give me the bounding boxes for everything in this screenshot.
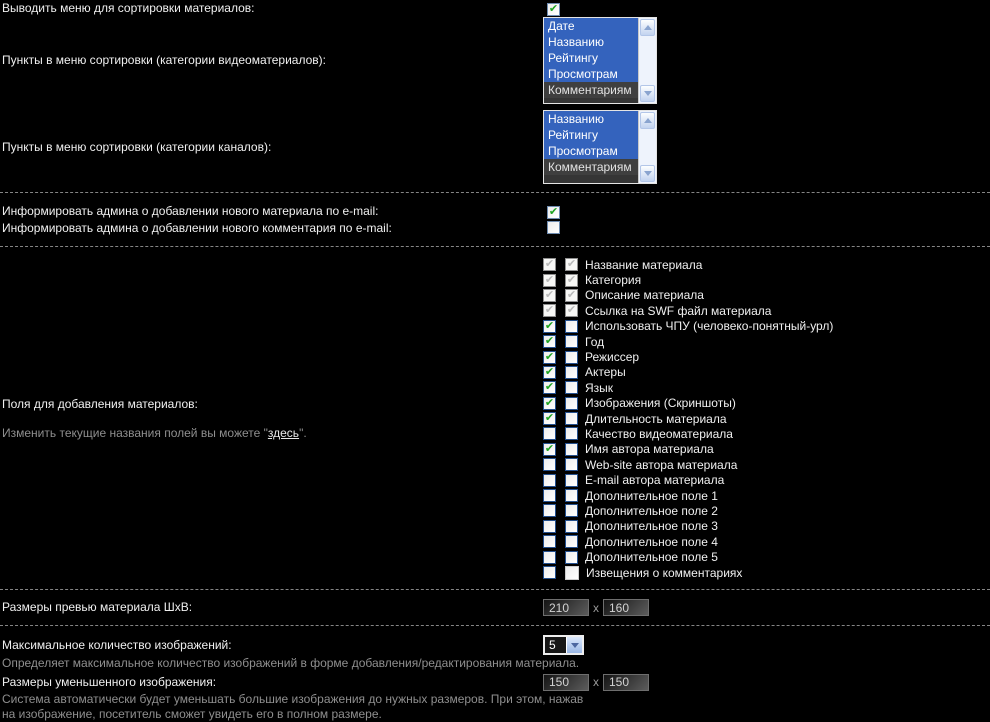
field-enabled-checkbox[interactable] [543, 520, 556, 533]
field-label: Качество видеоматериала [585, 426, 733, 441]
field-label: E-mail автора материала [585, 473, 725, 488]
field-enabled-checkbox[interactable]: ✔ [544, 381, 555, 394]
email-notify-section [0, 193, 990, 246]
edit-field-names-link[interactable]: здесь [267, 425, 300, 440]
field-row [543, 365, 990, 380]
field-row [543, 380, 990, 395]
field-required-checkbox[interactable] [565, 397, 578, 410]
field-enabled-checkbox[interactable]: ✔ [544, 412, 555, 425]
chevron-up-icon [644, 118, 652, 123]
field-row [543, 272, 990, 287]
field-required-checkbox: ✔ [566, 288, 577, 301]
preview-width-input[interactable] [543, 599, 589, 616]
channel-sort-listbox[interactable] [543, 110, 657, 184]
scroll-up-button[interactable] [640, 112, 655, 129]
thumb-size-label: Размеры уменьшенного изображения: [2, 674, 217, 689]
chevron-up-icon [644, 25, 652, 30]
field-label: Дополнительное поле 5 [585, 550, 718, 565]
field-required-checkbox: ✔ [566, 304, 577, 317]
field-label: Web-site автора материала [585, 457, 738, 472]
field-enabled-checkbox[interactable]: ✔ [544, 319, 555, 332]
listbox-option[interactable]: Дате [544, 18, 638, 34]
field-row [543, 426, 990, 441]
sort-menu-row [0, 0, 990, 16]
field-required-checkbox[interactable] [565, 427, 578, 440]
field-label: Длительность материала [585, 411, 727, 426]
max-images-row [0, 626, 990, 656]
field-row [543, 503, 990, 518]
field-required-checkbox: ✔ [566, 273, 577, 286]
field-enabled-checkbox[interactable]: ✔ [544, 335, 555, 348]
field-label: Дополнительное поле 3 [585, 519, 718, 534]
field-label: Использовать ЧПУ (человеко-понятный-урл) [585, 319, 834, 334]
field-enabled-checkbox[interactable]: ✔ [544, 365, 555, 378]
listbox-option[interactable]: Названию [544, 34, 638, 50]
video-sort-row [0, 17, 990, 104]
field-row [543, 257, 990, 272]
field-label: Актеры [585, 365, 626, 380]
preview-size-label: Размеры превью материала ШхВ: [2, 600, 193, 615]
field-row [543, 319, 990, 334]
field-enabled-checkbox[interactable] [543, 489, 556, 502]
video-sort-listbox[interactable] [543, 17, 657, 104]
field-required-checkbox[interactable] [565, 566, 579, 580]
listbox-option[interactable]: Рейтингу [544, 127, 638, 143]
thumb-height-input[interactable] [603, 674, 649, 691]
sort-menu-checkbox[interactable]: ✔ [548, 3, 559, 15]
field-enabled-checkbox[interactable] [543, 566, 556, 579]
field-required-checkbox[interactable] [565, 366, 578, 379]
channel-sort-scrollbar[interactable] [638, 111, 656, 183]
field-required-checkbox[interactable] [565, 489, 578, 502]
field-enabled-checkbox: ✔ [544, 258, 555, 271]
sort-menu-label: Выводить меню для сортировки материалов: [2, 1, 255, 15]
max-images-hint: Определяет максимальное количество изображений в форме добавления/редактирования материала. [2, 656, 580, 671]
listbox-option[interactable]: Просмотрам [544, 66, 638, 82]
listbox-option[interactable]: Просмотрам [544, 143, 638, 159]
preview-size-row [0, 590, 990, 625]
field-label: Извещения о комментариях [586, 565, 743, 580]
chevron-down-icon [571, 643, 579, 648]
field-row [543, 411, 990, 426]
listbox-option[interactable]: Рейтингу [544, 50, 638, 66]
field-row [543, 472, 990, 487]
field-label: Изображения (Скриншоты) [585, 396, 736, 411]
field-enabled-checkbox[interactable] [543, 551, 556, 564]
fields-title: Поля для добавления материалов: [2, 396, 198, 411]
fields-checkbox-list [543, 257, 990, 580]
field-required-checkbox[interactable] [565, 535, 578, 548]
listbox-option[interactable]: Названию [544, 111, 638, 127]
channel-sort-row [0, 110, 990, 184]
chevron-down-icon [644, 91, 652, 96]
fields-hint-suffix: ". [299, 425, 307, 440]
field-required-checkbox[interactable] [565, 351, 578, 364]
notify-comment-label: Информировать админа о добавлении нового комментария по e-mail: [2, 221, 392, 235]
field-enabled-checkbox[interactable] [543, 535, 556, 548]
field-required-checkbox[interactable] [565, 443, 578, 456]
thumb-size-hint-line2: на изображение, посетитель сможет увидеть его в полном размере. [2, 707, 382, 722]
field-enabled-checkbox: ✔ [544, 273, 555, 286]
thumb-size-hint-line1: Система автоматически будет уменьшать большие изображения до нужных размеров. При этом, нажав [2, 692, 584, 707]
listbox-option[interactable]: Комментариям [544, 82, 638, 98]
fields-section [0, 247, 990, 589]
field-row [543, 396, 990, 411]
field-enabled-checkbox[interactable]: ✔ [544, 350, 555, 363]
field-enabled-checkbox[interactable]: ✔ [544, 442, 555, 455]
field-enabled-checkbox: ✔ [544, 288, 555, 301]
field-enabled-checkbox[interactable] [543, 427, 556, 440]
field-required-checkbox[interactable] [565, 458, 578, 471]
fields-hint [0, 426, 543, 441]
field-label: Дополнительное поле 2 [585, 503, 718, 518]
field-row [543, 549, 990, 564]
scroll-down-button[interactable] [640, 85, 655, 102]
scroll-track[interactable] [639, 130, 656, 164]
field-required-checkbox[interactable] [565, 474, 578, 487]
thumb-size-row [0, 672, 990, 692]
select-dropdown-button[interactable] [566, 637, 582, 653]
field-row [543, 349, 990, 364]
field-label: Год [585, 334, 605, 349]
scroll-track[interactable] [639, 37, 656, 84]
channel-sort-label: Пункты в меню сортировки (категории каналов): [2, 139, 272, 154]
field-label: Режиссер [585, 350, 640, 365]
field-row [543, 288, 990, 303]
chevron-down-icon [644, 171, 652, 176]
field-label: Описание материала [585, 288, 704, 303]
field-required-checkbox[interactable] [565, 381, 578, 394]
field-row [543, 534, 990, 549]
notify-material-row [0, 203, 990, 220]
field-row [543, 457, 990, 472]
max-images-select[interactable] [543, 635, 584, 655]
field-row [543, 565, 990, 580]
listbox-option[interactable]: Комментариям [544, 159, 638, 175]
field-required-checkbox: ✔ [566, 258, 577, 271]
field-required-checkbox[interactable] [565, 335, 578, 348]
notify-material-label: Информировать админа о добавлении нового материала по e-mail: [2, 204, 379, 218]
field-required-checkbox[interactable] [565, 412, 578, 425]
notify-material-checkbox[interactable]: ✔ [548, 206, 559, 218]
thumb-width-input[interactable] [543, 674, 589, 691]
field-required-checkbox[interactable] [565, 504, 578, 517]
field-label: Категория [585, 273, 642, 288]
field-row [543, 442, 990, 457]
field-label: Язык [585, 380, 614, 395]
max-images-label: Максимальное количество изображений: [2, 637, 232, 652]
field-row [543, 303, 990, 318]
video-sort-label: Пункты в меню сортировки (категории видеоматериалов): [2, 53, 326, 67]
field-enabled-checkbox[interactable] [543, 458, 556, 471]
field-label: Имя автора материала [585, 442, 714, 457]
notify-comment-row [0, 220, 990, 237]
field-required-checkbox[interactable] [565, 551, 578, 564]
max-images-value: 5 [549, 638, 556, 653]
field-label: Дополнительное поле 1 [585, 488, 718, 503]
field-enabled-checkbox[interactable] [543, 504, 556, 517]
field-enabled-checkbox[interactable] [543, 474, 556, 487]
notify-comment-checkbox[interactable] [547, 221, 560, 234]
video-sort-scrollbar[interactable] [638, 18, 656, 103]
field-enabled-checkbox[interactable]: ✔ [544, 396, 555, 409]
field-row [543, 519, 990, 534]
field-enabled-checkbox: ✔ [544, 304, 555, 317]
field-required-checkbox[interactable] [565, 320, 578, 333]
dimension-separator: x [593, 675, 599, 690]
field-label: Название материала [585, 257, 703, 272]
scroll-down-button[interactable] [640, 165, 655, 182]
field-label: Ссылка на SWF файл материала [585, 303, 772, 318]
field-row [543, 334, 990, 349]
fields-hint-prefix: Изменить текущие названия полей вы можете " [2, 425, 268, 440]
scroll-up-button[interactable] [640, 19, 655, 36]
field-label: Дополнительное поле 4 [585, 534, 718, 549]
preview-height-input[interactable] [603, 599, 649, 616]
field-required-checkbox[interactable] [565, 520, 578, 533]
dimension-separator: x [593, 600, 599, 615]
field-row [543, 488, 990, 503]
